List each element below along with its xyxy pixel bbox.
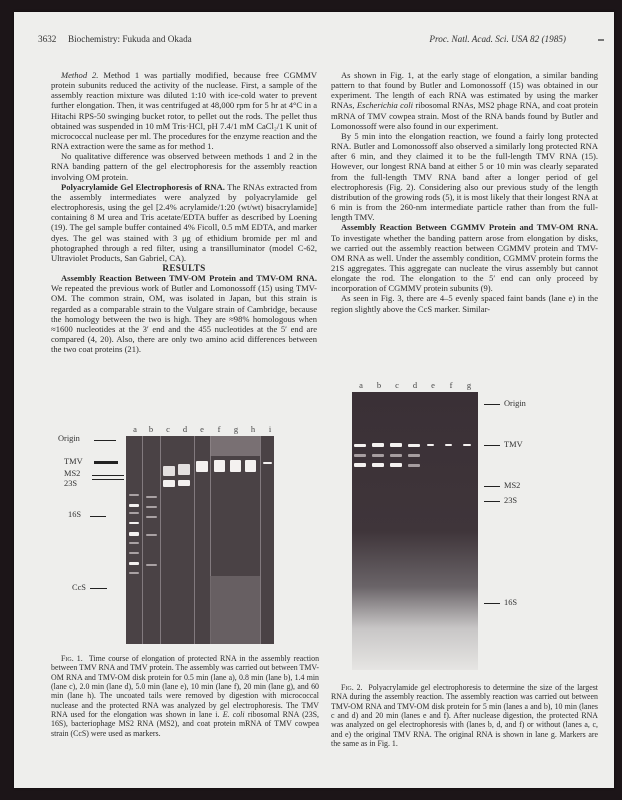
lane-label-g: g bbox=[233, 424, 239, 434]
lane-label-c: c bbox=[166, 424, 170, 434]
journal-citation: Proc. Natl. Acad. Sci. USA 82 (1985) bbox=[429, 34, 566, 44]
marker-23s-tick bbox=[92, 479, 124, 480]
lane-label-h: h bbox=[250, 424, 256, 434]
lane-label-g: g bbox=[466, 380, 472, 390]
running-title: Biochemistry: Fukuda and Okada bbox=[68, 34, 192, 44]
lane-label-d: d bbox=[182, 424, 188, 434]
figure-1-gel-image bbox=[126, 436, 274, 644]
lane-label-b: b bbox=[148, 424, 154, 434]
figure-2-gel bbox=[348, 380, 598, 670]
right-column bbox=[331, 70, 598, 314]
marker-tmv-tick bbox=[94, 461, 118, 464]
paragraph-method-2: Method 2. Method 1 was partially modified, because free CGMMV protein subunits reduced the activity of the nuclease. First, a sample of the assembly reaction mixture was diluted 1:10 with ice-cold water to prevent further elongation. Then, it was centrifuged at 48,000 rpm for 5 hr at 4°C in a Hitachi RPS-50 swinging bucket rotor, to pellet out the rods. The pellet thus obtained was suspended in 10 mM Tris·HCl, pH 7.4/1 mM CaCl₂/1 K unit of micrococcal nuclease per ml. The procedures for the enzyme reaction and the RNA extraction were the same as for method 1. bbox=[51, 70, 318, 152]
page-mark bbox=[598, 39, 604, 41]
paragraph-method-comparison: No qualitative difference was observed between methods 1 and 2 in the RNA banding pattern of the gel electrophoresis for the assembly reaction involving OM protein. bbox=[51, 151, 317, 182]
lane-label-d: d bbox=[412, 380, 418, 390]
marker-tmv-tick bbox=[484, 445, 500, 446]
lane-label-c: c bbox=[395, 380, 399, 390]
marker-23s-tick bbox=[484, 501, 500, 502]
figure-1-caption: Fig. 1. Time course of elongation of protected RNA in the assembly reaction between TMV RNA and TMV protein. The assembly was carried out between TMV-OM RNA and TMV-OM disk protein for 0.5 min (lane a), 0.8 min (lane b), 1.4 min (lane c), 2.0 min (lane d), 5.0 min (lane e), 10 min (lane f), 20 min (lane g), and 60 min (lane h). The uncoated tails were removed by digestion with micrococcal nuclease and the protected RNA was analyzed by gel electrophoresis. The TMV RNA used for the elongation was shown in lane i. E. coli ribosomal RNA (23S, 16S), bacteriophage MS2 RNA (MS2), and coat protein mRNA of TMV cowpea strain (CcS) were used as markers. bbox=[51, 654, 320, 738]
method-2-label: Method 2. bbox=[61, 70, 99, 80]
marker-23s: 23S bbox=[504, 496, 518, 505]
subsection-heading-tmv-assembly: Assembly Reaction Between TMV-OM Protein and TMV-OM RNA. bbox=[61, 273, 317, 284]
subsection-heading-gel: Polyacrylamide Gel Electrophoresis of RNA. bbox=[61, 181, 225, 192]
lane-label-a: a bbox=[133, 424, 137, 434]
marker-ms2: MS2 bbox=[504, 481, 521, 490]
lane-label-i: i bbox=[268, 424, 272, 434]
marker-16s: 16S bbox=[504, 598, 518, 607]
paragraph-banding-pattern: As shown in Fig. 1, at the early stage of elongation, a similar banding pattern to that found by Butler and Lomonossoff (15) was obtained in our experiment. The length of each RNA was estimated by using the marker RNAs, Escherichia coli ribosomal RNAs, MS2 phage RNA, and coat protein mRNA of TMV cowpea strain. Most of the RNA bands found by Butler and Lomonossoff were also found in our experiment. bbox=[331, 70, 598, 131]
marker-origin: Origin bbox=[58, 434, 80, 443]
paragraph-fig3-bands: As seen in Fig. 3, there are 4–5 evenly spaced faint bands (lane e) in the region slightly above the CcS marker. Similar- bbox=[331, 293, 598, 314]
figure-2-caption: Fig. 2. Polyacrylamide gel electrophoresis to determine the size of the largest RNA during the assembly reaction. The assembly reaction was carried out between TMV-OM RNA and TMV-OM disk protein for 5 min (lanes a and b), 10 min (lanes c and d) and 20 min (lanes e and f). After nuclease digestion, the protected RNA was analyzed on gel electrophoresis with (lanes b, d, and f) or without (lanes a, c, and e) the original TMV RNA. The original RNA is shown in lane g. Markers are the same as in Fig. 1. bbox=[331, 683, 598, 749]
lane-label-e: e bbox=[200, 424, 204, 434]
marker-ccs-tick bbox=[90, 588, 107, 589]
figure-2-gel-image bbox=[352, 392, 478, 670]
lane-label-f: f bbox=[449, 380, 453, 390]
marker-origin: Origin bbox=[504, 399, 526, 408]
marker-ccs: CcS bbox=[72, 583, 86, 592]
page-number: 3632 bbox=[38, 34, 57, 44]
marker-tmv: TMV bbox=[64, 457, 83, 466]
figure-1-label: Fig. 1. bbox=[61, 654, 83, 663]
paragraph-cgmmv-assembly: Assembly Reaction Between CGMMV Protein and TMV-OM RNA. To investigate whether the banding pattern arose from elongation by disks, we carried out the assembly reaction between CGMMV protein and TMV-OM RNA as well. Under the assembly condition, CGMMV protein forms the 21S aggregates. This aggregate can nucleate the virus assembly but cannot elongate the rod. The elongation to the 5′ end can only proceed by incorporation of CGMMV protein subunits (9). bbox=[331, 222, 598, 294]
paragraph-gel-electrophoresis: Polyacrylamide Gel Electrophoresis of RNA. The RNAs extracted from the assembly intermediates were analyzed by polyacrylamide gel electrophoresis, using the gel [2.4% acrylamide/1:20 (wt/wt) bisacrylamide] containing 8 M urea and Tris acetate/EDTA buffer as described by Loening (19). The gel sample buffer contained 4% Ficoll, 0.5 mM EDTA, and marker dyes. The gel was stained with 3 μg of ethidium bromide per ml and photographed through a red filter, using a transilluminator (model C-62, Ultraviolet Products, San Gabriel, CA). bbox=[51, 181, 317, 263]
marker-tmv: TMV bbox=[504, 440, 523, 449]
subsection-heading-cgmmv: Assembly Reaction Between CGMMV Protein and TMV-OM RNA. bbox=[341, 222, 598, 233]
paragraph-tmv-assembly: Assembly Reaction Between TMV-OM Protein and TMV-OM RNA. We repeated the previous work of Butler and Lomonossoff (15) using TMV-OM. The common strain, OM, was isolated in Japan, but this strain is regarded as a comparable strain to the Vulgare strain of Cambridge, because the homology between the two is high. They are ≈98% homologous when ≈1600 nucleotides at the 3′ end and the 455 nucleotides at the 5′ end are compared (4, 20). Also, there are only two amino acid differences between the two coat proteins (21). bbox=[51, 273, 317, 355]
lane-label-a: a bbox=[359, 380, 363, 390]
marker-origin-tick bbox=[94, 440, 116, 441]
lane-label-f: f bbox=[217, 424, 221, 434]
left-column bbox=[51, 70, 317, 354]
paragraph-long-rna: By 5 min into the elongation reaction, we found a fairly long protected RNA. Butler and Lomonossoff also observed a similarly long protected RNA after 6 min, and they claimed it to be the full-length TMV RNA (15). However, our longest RNA band at either 5 or 10 min was clearly separated from the full-length TMV RNA band after a longer period of gel electrophoresis (Fig. 2). Considering also our previous study of the length distribution of the growing rods (5), it is most likely that their longest RNA at 6 min is from the 260-nm intermediate particle rather than from the full-length TMV. bbox=[331, 130, 598, 223]
lane-label-e: e bbox=[431, 380, 435, 390]
marker-23s: 23S bbox=[64, 479, 78, 488]
figure-2-label: Fig. 2. bbox=[341, 683, 363, 692]
marker-ms2-tick bbox=[92, 475, 124, 476]
marker-ms2-tick bbox=[484, 486, 500, 487]
figure-1-gel bbox=[50, 424, 300, 646]
marker-16s-tick bbox=[90, 516, 106, 517]
marker-16s-tick bbox=[484, 603, 500, 604]
section-title-results: RESULTS bbox=[162, 262, 206, 273]
lane-label-b: b bbox=[376, 380, 382, 390]
marker-origin-tick bbox=[484, 404, 500, 405]
running-header bbox=[38, 34, 594, 48]
marker-16s: 16S bbox=[68, 510, 82, 519]
marker-ms2: MS2 bbox=[64, 469, 81, 478]
